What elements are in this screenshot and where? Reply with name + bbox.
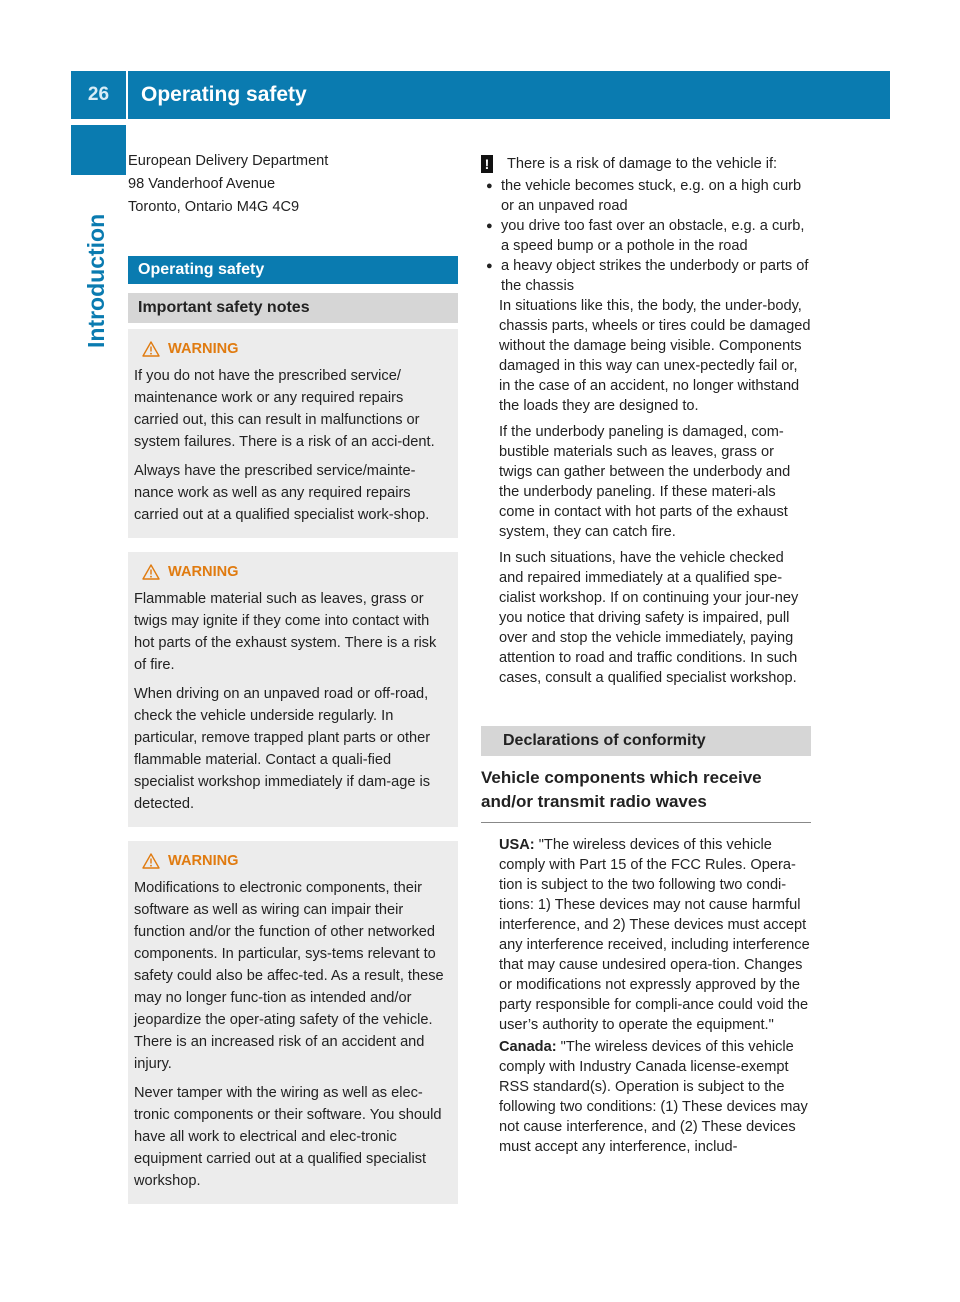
notice-paragraph: If the underbody paneling is damaged, com-bustible materials such as leaves, grass or twigs can gather between the underbody and the underbody paneling. If these materi-als come in contact with hot parts of the exhaust system, they can catch fire.	[499, 424, 791, 540]
address-line: Toronto, Ontario M4G 4C9	[128, 199, 300, 215]
warning-box	[128, 329, 458, 538]
notice-paragraph: In situations like this, the body, the under-body, chassis parts, wheels or tires could be damaged without the damage being visible. Components damaged in this way can unex-pectedly fail or, in the case of an accident, no longer withstand the loads they are designed to.	[499, 298, 811, 414]
warning-header	[134, 337, 450, 361]
warning-header	[134, 560, 450, 584]
conformity-title: Declarations of conformity	[481, 726, 811, 756]
list-item-text: a heavy object strikes the underbody or parts of the chassis	[501, 258, 809, 294]
section-title: Operating safety	[128, 256, 458, 284]
warning-box	[128, 841, 458, 1204]
warning-header	[134, 849, 450, 873]
bullet-icon: ●	[486, 260, 493, 272]
notice-bullet-list	[481, 176, 811, 296]
address-line: 98 Vanderhoof Avenue	[128, 176, 276, 192]
list-item-text: the vehicle becomes stuck, e.g. on a high curb or an unpaved road	[501, 178, 802, 214]
bullet-icon: ●	[486, 180, 493, 192]
warning-text: Always have the prescribed service/mainte-nance work as well as any required repairs carried out at a qualified specialist work-shop.	[134, 463, 430, 523]
warning-text: Never tamper with the wiring as well as elec-tronic components or their software. You should have all work to electrical and elec-tronic equipment carried out at a qualified specialist workshop.	[134, 1085, 442, 1189]
warning-label: WARNING	[168, 564, 239, 580]
bullet-icon: ●	[486, 220, 493, 232]
canada-label: Canada:	[499, 1039, 557, 1055]
address-block	[128, 150, 458, 219]
warning-text: If you do not have the prescribed service/ maintenance work or any required repairs carried out, this can result in malfunctions or system failures. There is a risk of an acci-dent.	[134, 368, 435, 450]
list-item	[481, 256, 811, 296]
right-column	[481, 154, 811, 1157]
side-tab	[71, 125, 126, 175]
header-divider	[126, 71, 128, 119]
chapter-label: Introduction	[83, 213, 109, 348]
usa-paragraph	[481, 835, 811, 1035]
warning-triangle-icon	[142, 853, 160, 869]
list-item-text: you drive too fast over an obstacle, e.g. a curb, a speed bump or a pothole in the road	[501, 218, 805, 254]
list-item	[481, 216, 811, 256]
page-number: 26	[87, 84, 110, 105]
warning-triangle-icon	[142, 341, 160, 357]
page-header	[71, 71, 890, 119]
notice-intro	[481, 154, 811, 174]
warning-triangle-icon	[142, 564, 160, 580]
section-subtitle: Important safety notes	[128, 293, 458, 323]
page-title: Operating safety	[141, 83, 307, 106]
usa-text: "The wireless devices of this vehicle comply with Part 15 of the FCC Rules. Opera-tion is subject to the two following two condi-tions: 1) These devices may not cause harmful interference, and 2) These devices must accept any interference received, including interference that may cause undesired opera-tion. Changes or modifications not expressly approved by the party responsible for compli-ance could void the user’s authority to operate the equipment."	[499, 837, 810, 1033]
usa-label: USA:	[499, 837, 535, 853]
exclamation-notice-icon: !	[481, 155, 493, 173]
warning-text: When driving on an unpaved road or off-road, check the vehicle underside regularly. In particular, remove trapped plant parts or other flammable material. Contact a quali-fied specialist workshop immediately if dam-age is detected.	[134, 686, 431, 812]
canada-text: "The wireless devices of this vehicle comply with Industry Canada license-exempt RSS standard(s). Operation is subject to the following two conditions: (1) These devices may not cause interference, and (2) These devices must accept any interference, includ-	[499, 1039, 808, 1155]
list-item	[481, 176, 811, 216]
conformity-subheading: Vehicle components which receive and/or transmit radio waves	[481, 766, 811, 823]
warning-text: Flammable material such as leaves, grass or twigs may ignite if they come into contact with hot parts of the exhaust system. There is a risk of fire.	[134, 591, 437, 673]
notice-intro-text: There is a risk of damage to the vehicle if:	[507, 156, 778, 172]
notice-paragraph: In such situations, have the vehicle checked and repaired immediately at a qualified spe-cialist workshop. If on continuing your jour-ney you notice that driving safety is impaired, pull over and stop the vehicle immediately, paying attention to road and traffic conditions. In such cases, consult a qualified specialist workshop.	[499, 550, 799, 686]
warning-text: Modifications to electronic components, their software as well as wiring can impair their function and/or the function of other networked components. In particular, sys-tems relevant to safety could also be affec-ted. As a result, these may no longer func-tion as intended and/or jeopardize the oper-ating safety of the vehicle. There is an increased risk of an accident and injury.	[134, 880, 444, 1072]
warning-label: WARNING	[168, 853, 239, 869]
warning-label: WARNING	[168, 341, 239, 357]
left-column	[128, 150, 458, 1204]
canada-paragraph	[481, 1037, 811, 1157]
address-line: European Delivery Department	[128, 153, 329, 169]
warning-box	[128, 552, 458, 827]
